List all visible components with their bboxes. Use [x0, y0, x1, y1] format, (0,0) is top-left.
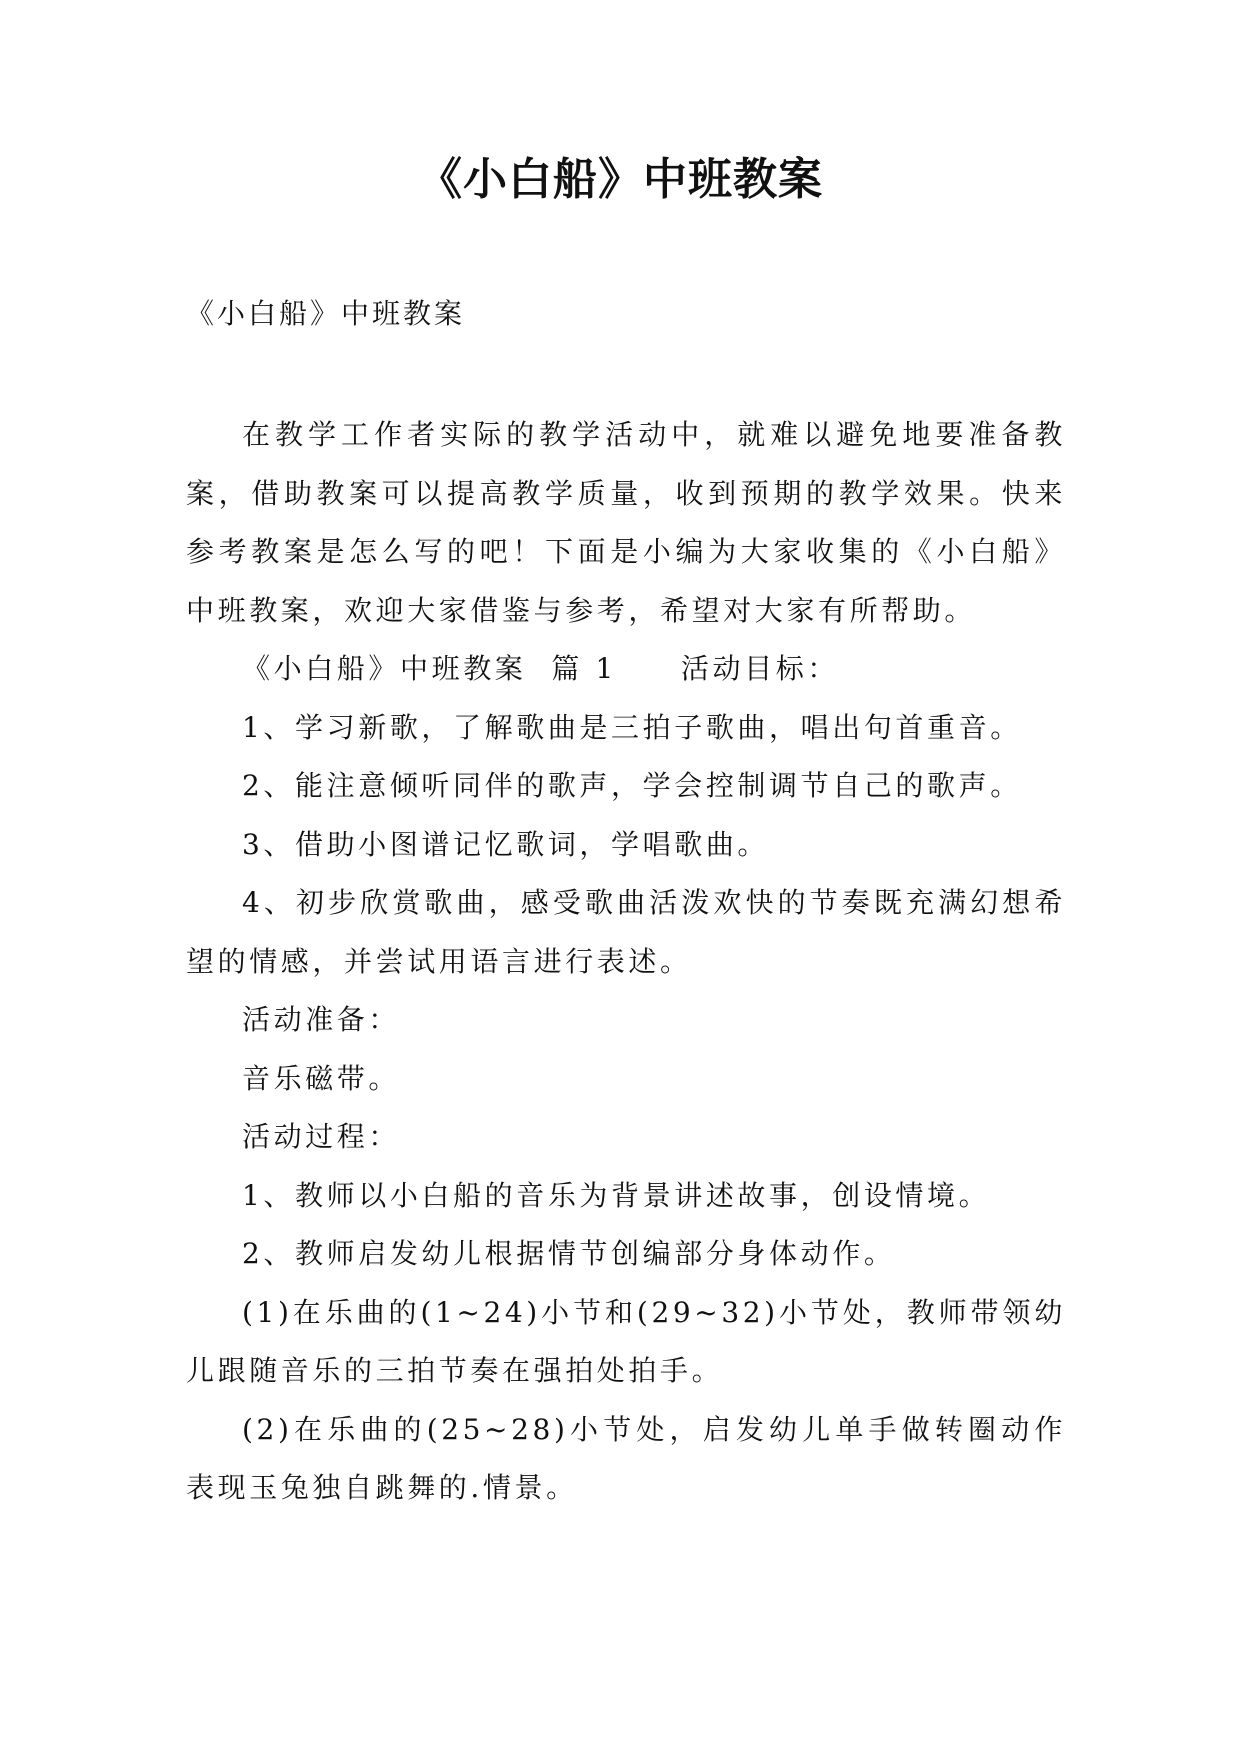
intro-paragraph: 在教学工作者实际的教学活动中，就难以避免地要准备教案，借助教案可以提高教学质量，收到预期的教学效果。快来参考教案是怎么写的吧！下面是小编为大家收集的《小白船》中班教案，欢迎大家借鉴与参考，希望对大家有所帮助。 — [186, 418, 1066, 627]
process-label: 活动过程： — [242, 1120, 401, 1153]
goal-item: 2、能注意倾听同伴的歌声，学会控制调节自己的歌声。 — [242, 769, 1022, 802]
process-item: 2、教师启发幼儿根据情节创编部分身体动作。 — [242, 1237, 896, 1270]
prep-label: 活动准备： — [242, 1003, 401, 1036]
section-heading: 《小白船》中班教案 篇 1 — [242, 652, 617, 685]
goal-item: 4、初步欣赏歌曲，感受歌曲活泼欢快的节奏既充满幻想希望的情感，并尝试用语言进行表述。 — [186, 886, 1066, 978]
goal-item: 3、借助小图谱记忆歌词，学唱歌曲。 — [242, 827, 770, 861]
document-subtitle: 《小白船》中班教案 — [186, 297, 466, 330]
goal-item: 1、学习新歌，了解歌曲是三拍子歌曲，唱出句首重音。 — [242, 710, 1022, 744]
document-title: 《小白船》中班教案 — [418, 154, 823, 205]
goals-label: 活动目标： — [680, 652, 839, 685]
document-body — [186, 406, 1066, 1518]
process-item: (2)在乐曲的(25~28)小节处，启发幼儿单手做转圈动作表现玉兔独自跳舞的.情景。 — [186, 1412, 1066, 1504]
section-heading-line — [186, 640, 1066, 699]
process-item: 1、教师以小白船的音乐为背景讲述故事，创设情境。 — [242, 1178, 991, 1212]
process-item: (1)在乐曲的(1~24)小节和(29~32)小节处，教师带领幼儿跟随音乐的三拍节奏在强拍处拍手。 — [186, 1295, 1066, 1387]
prep-text: 音乐磁带。 — [242, 1061, 401, 1095]
